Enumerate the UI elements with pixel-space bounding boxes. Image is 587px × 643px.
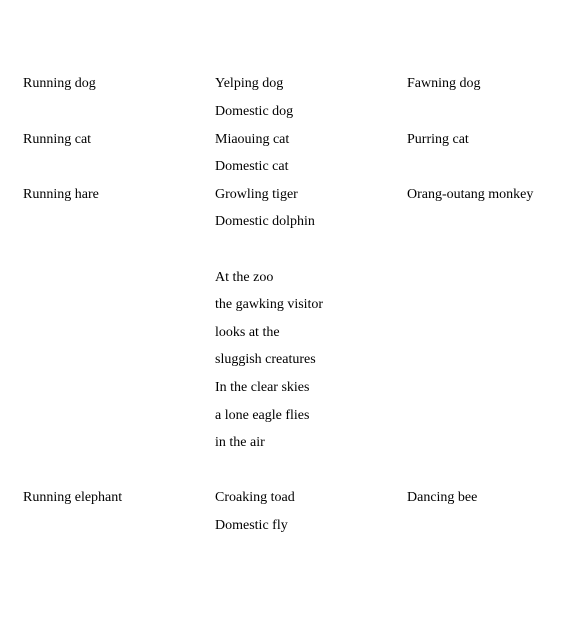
left-column-item: Running hare [23,187,99,202]
right-column-item: Dancing bee [407,490,478,505]
right-column-item: Fawning dog [407,76,481,91]
middle-column-item: Domestic cat [215,159,289,174]
right-column-item: Purring cat [407,132,469,147]
poem-line: sluggish creatures [215,352,316,367]
left-column-item: Running elephant [23,490,123,505]
left-column-item: Running cat [23,132,92,147]
middle-column-item: Growling tiger [215,187,298,202]
middle-column-item: Domestic fly [215,518,288,533]
poem-line: In the clear skies [215,380,310,395]
left-column-item: Running dog [23,76,96,91]
poem-line: the gawking visitor [215,297,324,312]
middle-column-item: Miaouing cat [215,132,290,147]
poem-line: looks at the [215,325,280,340]
poem-line: in the air [215,435,265,450]
middle-column-item: Croaking toad [215,490,295,505]
poem-line: At the zoo [215,270,274,285]
right-column-item: Orang-outang monkey [407,187,534,202]
middle-column-item: Yelping dog [215,76,284,91]
poem-line: a lone eagle flies [215,408,310,423]
middle-column-item: Domestic dog [215,104,294,119]
middle-column-item: Domestic dolphin [215,214,315,229]
